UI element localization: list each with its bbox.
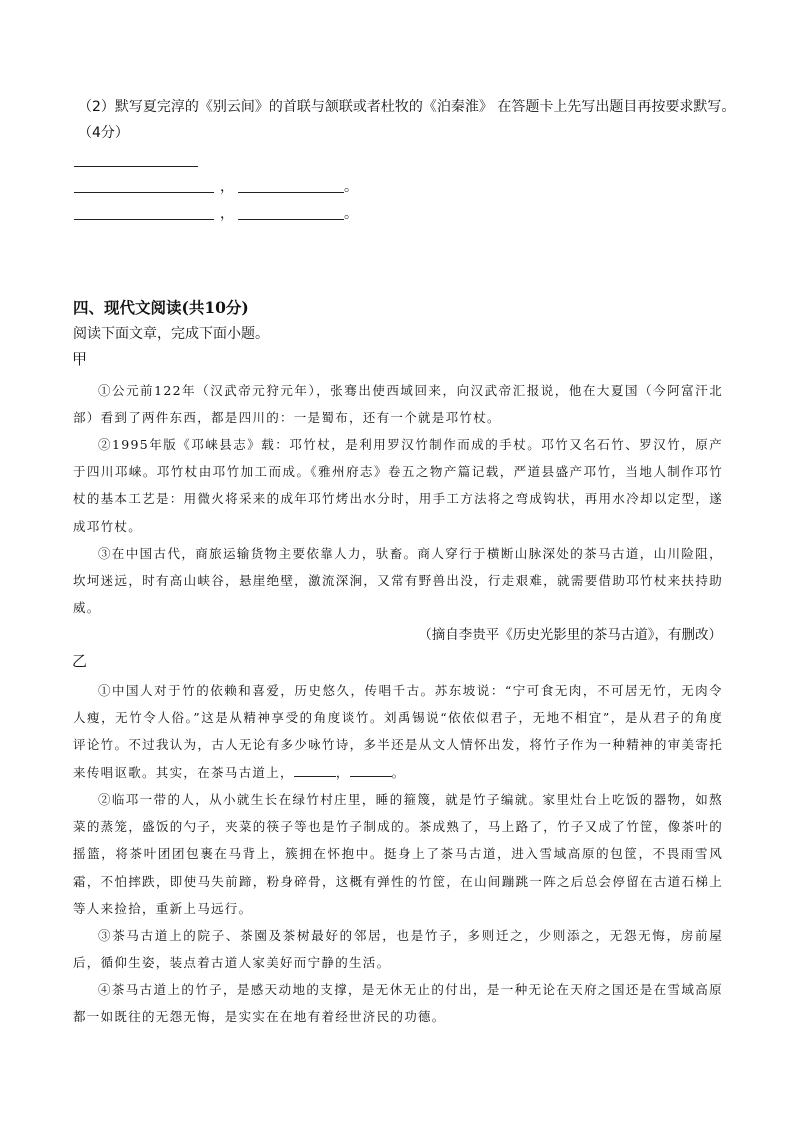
section-heading: 四、现代文阅读(共10分) <box>73 298 249 317</box>
passage-yi-paragraph-1-text: ①中国人对于竹的依赖和喜爱，历史悠久，传唱千古。苏东坡说：“宁可食无肉，不可居无竹，无肉令人瘦，无竹令人俗。”这是从精神享受的角度谈竹。刘禹锡说“依依似君子，无地不相宜”，是从君子的角度评论竹。不过我认为，古人无论有多少咏竹诗，多半还是从文人情怀出发，将竹子作为一种精神的审美寄托来传唱讴歌。其实，在茶马古道上， <box>73 683 723 780</box>
question-2-score: （4分） <box>78 125 129 141</box>
passage-yi-paragraph-1 <box>73 677 723 786</box>
answer-blank-title[interactable] <box>74 166 198 167</box>
fill-blank-period: 。 <box>391 764 406 780</box>
answer-blank-2b[interactable] <box>238 219 344 220</box>
passage-jia-paragraph-1: ①公元前122年（汉武帝元狩元年），张骞出使西域回来，向汉武帝汇报说，他在大夏国（今阿富汗北部）看到了两件东西，都是四川的：一是蜀布，还有一个就是邛竹杖。 <box>73 383 723 426</box>
passage-yi-paragraph-2: ②临邛一带的人，从小就生长在绿竹村庄里，睡的箍篾，就是竹子编就。家里灶台上吃饭的器物，如熬菜的蒸笼，盛饭的勺子，夹菜的筷子等也是竹子制成的。茶成熟了，马上路了，竹子又成了竹筐，像茶叶的摇篮，将茶叶团团包裹在马背上，簇拥在怀抱中。挺身上了茶马古道，进入雪域高原的包筐，不畏雨雪风霜，不怕摔跌，即使马失前蹄，粉身碎骨，这概有弹性的竹筐，在山间蹦跳一阵之后总会停留在古道石梯上等人来捡拾，重新上马远行。 <box>73 792 723 916</box>
answer-blank-1b[interactable] <box>238 192 344 193</box>
passage-jia-source: （摘自李贵平《历史光影里的茶马古道》，有删改） <box>418 627 722 643</box>
passage-yi-paragraph-4: ④茶马古道上的竹子，是感天动地的支撑，是无休无止的付出，是一种无论在天府之国还是在雪域高原都一如既往的无怨无悔，是实实在在地有着经世济民的功德。 <box>73 982 723 1025</box>
question-2-text: （2）默写夏完淳的《别云间》的首联与颔联或者杜牧的《泊秦淮》 在答题卡上先写出题目再按要求默写。 <box>78 99 736 115</box>
passage-jia-paragraph-2: ②1995年版《邛崃县志》载：邛竹杖，是利用罗汉竹制作而成的手杖。邛竹又名石竹、罗汉竹，原产于四川邛崃。邛竹杖由邛竹加工而成。《雅州府志》卷五之物产篇记载，严道县盛产邛竹，当地人制作邛竹杖的基本工艺是：用微火将采来的成年邛竹烤出水分时，用手工方法将之弯成钩状，再用水冷却以定型，遂成邛竹杖。 <box>73 437 723 534</box>
section-instruction: 阅读下面文章，完成下面小题。 <box>73 326 269 342</box>
answer-blank-2a[interactable] <box>74 219 214 220</box>
fill-blank-1[interactable] <box>294 762 336 777</box>
answer-blank-1a[interactable] <box>74 192 214 193</box>
fill-blank-comma: ， <box>335 764 350 780</box>
answer-comma-1: ， <box>220 179 234 195</box>
answer-period-1: 。 <box>344 179 358 195</box>
fill-blank-2[interactable] <box>350 762 392 777</box>
passage-jia-paragraph-3: ③在中国古代，商旅运输货物主要依靠人力，驮畜。商人穿行于横断山脉深处的茶马古道，山川险阻，坎坷迷远，时有高山峡谷，悬崖绝壁，激流深涧，又常有野兽出没，行走艰难，就需要借助邛竹杖来扶持助威。 <box>73 546 723 616</box>
passage-yi-paragraph-3: ③茶马古道上的院子、茶園及茶树最好的邻居，也是竹子，多则迁之，少则添之，无怨无悔，房前屋后，循仰生姿，装点着古道人家美好而宁静的生活。 <box>73 928 723 971</box>
passage-jia-label: 甲 <box>72 350 88 368</box>
answer-period-2: 。 <box>344 206 358 222</box>
answer-comma-2: ， <box>220 206 234 222</box>
passage-yi-label: 乙 <box>72 652 88 670</box>
